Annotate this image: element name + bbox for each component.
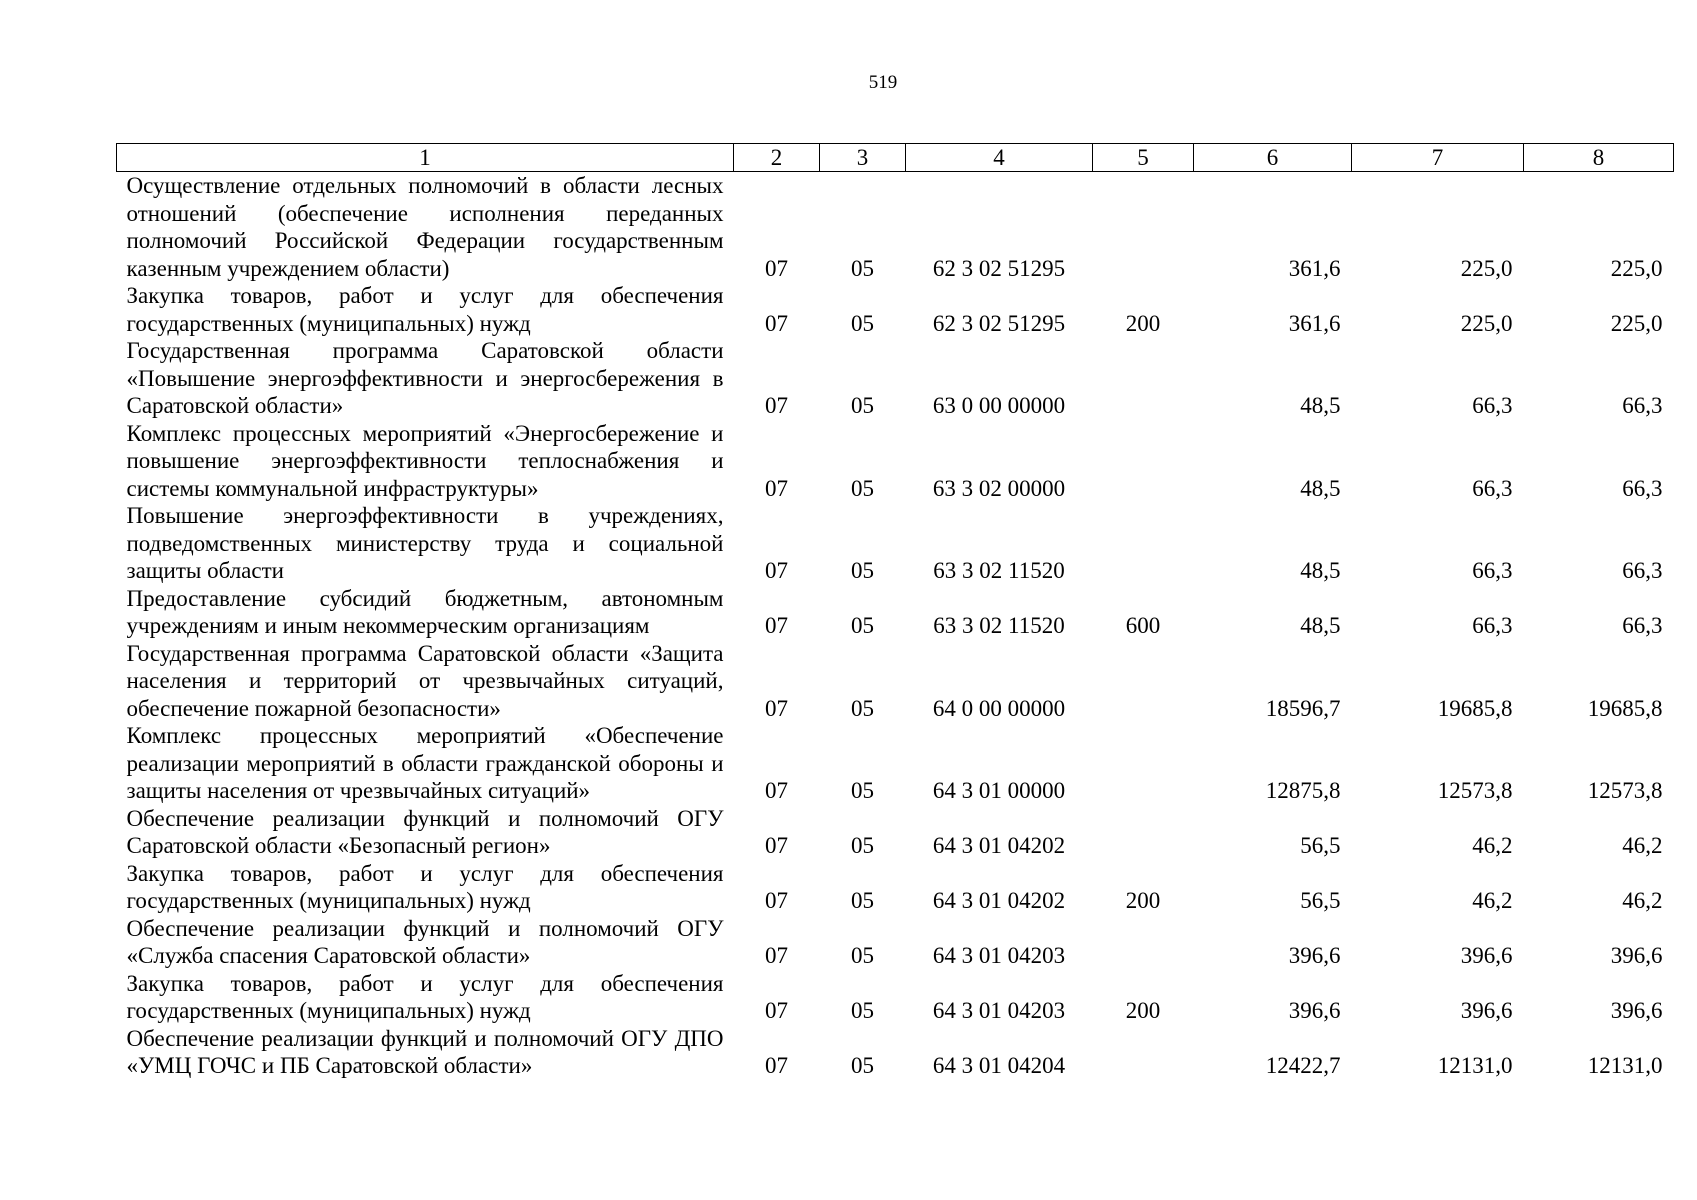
header-row: [117, 144, 1674, 172]
row-target-cell: 64 3 01 04202: [932, 888, 1066, 913]
table-row: [117, 915, 1674, 970]
row-subsection-cell: 05: [851, 393, 874, 418]
row-amount-2-cell: 46,2: [1472, 888, 1513, 913]
row-target-cell: 63 3 02 11520: [933, 558, 1065, 583]
row-section-cell: 07: [765, 1053, 788, 1078]
row-name-cell: Осуществление отдельных полномочий в области лесных отношений (обеспечение исполнения переданных полномочий Российской Федерации государственным казенным учреждением области): [126, 173, 724, 281]
row-target-cell: 64 0 00 00000: [932, 695, 1066, 721]
row-subsection-cell: 05: [851, 558, 874, 583]
row-amount-3-cell: 12573,8: [1587, 778, 1663, 803]
row-expense-type-cell: [1093, 502, 1194, 585]
row-expense-type-cell: 200: [1125, 310, 1161, 336]
table-row: [117, 282, 1674, 337]
row-target-cell: 64 3 01 00000: [932, 778, 1066, 803]
row-subsection-cell: 05: [851, 475, 874, 501]
table-row: [117, 337, 1674, 420]
row-section-cell: 07: [765, 255, 788, 281]
table-row: [117, 860, 1674, 915]
row-amount-3-cell: 225,0: [1610, 310, 1663, 336]
row-name-cell: Государственная программа Саратовской области «Повышение энергоэффективности и энергосбережения в Саратовской области»: [126, 338, 724, 418]
row-section-cell: 07: [765, 888, 788, 913]
row-expense-type-cell: 200: [1125, 888, 1161, 913]
row-section-cell: 07: [765, 833, 788, 858]
header-cell-7: 7: [1352, 144, 1524, 172]
header-cell-5: 5: [1093, 144, 1194, 172]
row-subsection-cell: 05: [851, 943, 874, 968]
row-name-cell: Предоставление субсидий бюджетным, автономным учреждениям и иным некоммерческим организациям: [126, 585, 724, 638]
row-subsection-cell: 05: [851, 998, 874, 1023]
row-amount-3-cell: 66,3: [1622, 475, 1663, 501]
row-name-cell: Закупка товаров, работ и услуг для обеспечения государственных (муниципальных) нужд: [126, 970, 724, 1023]
row-expense-type-cell: [1093, 640, 1194, 723]
row-target-cell: 64 3 01 04204: [932, 1053, 1066, 1078]
row-amount-2-cell: 46,2: [1472, 833, 1513, 858]
row-amount-3-cell: 225,0: [1610, 255, 1663, 281]
table-body: [117, 172, 1674, 1080]
row-expense-type-cell: [1093, 172, 1194, 283]
table-row: [117, 502, 1674, 585]
table-row: [117, 585, 1674, 640]
row-amount-1-cell: 12422,7: [1265, 1053, 1341, 1078]
row-amount-2-cell: 396,6: [1460, 998, 1513, 1023]
header-cell-8: 8: [1524, 144, 1674, 172]
row-amount-3-cell: 46,2: [1622, 833, 1663, 858]
row-expense-type-cell: [1093, 805, 1194, 860]
row-target-cell: 63 3 02 11520: [933, 613, 1065, 638]
row-subsection-cell: 05: [851, 613, 874, 638]
row-subsection-cell: 05: [851, 833, 874, 858]
row-section-cell: 07: [765, 998, 788, 1023]
row-expense-type-cell: [1093, 420, 1194, 503]
row-amount-1-cell: 12875,8: [1265, 778, 1341, 803]
row-amount-3-cell: 46,2: [1622, 888, 1663, 913]
row-expense-type-cell: [1093, 337, 1194, 420]
table-row: [117, 420, 1674, 503]
row-target-cell: 62 3 02 51295: [932, 310, 1066, 336]
row-amount-1-cell: 48,5: [1300, 475, 1341, 501]
row-amount-1-cell: 48,5: [1300, 558, 1341, 583]
row-subsection-cell: 05: [851, 255, 874, 281]
row-expense-type-cell: [1093, 722, 1194, 805]
row-expense-type-cell: 200: [1125, 998, 1161, 1023]
row-amount-3-cell: 12131,0: [1587, 1053, 1663, 1078]
table-row: [117, 1025, 1674, 1080]
header-cell-2: 2: [734, 144, 820, 172]
row-section-cell: 07: [765, 475, 788, 501]
row-subsection-cell: 05: [851, 310, 874, 336]
row-amount-2-cell: 19685,8: [1437, 695, 1513, 721]
budget-table: [116, 143, 1674, 1080]
header-cell-1: 1: [117, 144, 734, 172]
row-amount-2-cell: 225,0: [1460, 310, 1513, 336]
row-amount-1-cell: 18596,7: [1265, 695, 1341, 721]
row-subsection-cell: 05: [851, 888, 874, 913]
page-number: 519: [868, 72, 898, 93]
row-section-cell: 07: [765, 613, 788, 638]
row-expense-type-cell: [1093, 915, 1194, 970]
row-expense-type-cell: [1093, 1025, 1194, 1080]
row-name-cell: Обеспечение реализации функций и полномочий ОГУ Саратовской области «Безопасный регион»: [126, 805, 724, 858]
table-row: [117, 722, 1674, 805]
row-name-cell: Комплекс процессных мероприятий «Энергосбережение и повышение энергоэффективности теплоснабжения и системы коммунальной инфраструктуры»: [126, 420, 724, 501]
row-amount-2-cell: 225,0: [1460, 255, 1513, 281]
row-amount-2-cell: 66,3: [1472, 393, 1513, 418]
row-amount-2-cell: 66,3: [1472, 558, 1513, 583]
row-name-cell: Обеспечение реализации функций и полномочий ОГУ ДПО «УМЦ ГОЧС и ПБ Саратовской области»: [126, 1025, 724, 1078]
row-amount-1-cell: 361,6: [1288, 255, 1341, 281]
header-cell-6: 6: [1194, 144, 1352, 172]
row-target-cell: 63 3 02 00000: [932, 475, 1066, 501]
header-cell-3: 3: [820, 144, 906, 172]
row-section-cell: 07: [765, 310, 788, 336]
row-amount-3-cell: 66,3: [1622, 558, 1663, 583]
row-amount-1-cell: 48,5: [1300, 393, 1341, 418]
row-amount-2-cell: 66,3: [1472, 475, 1513, 501]
row-amount-2-cell: 66,3: [1472, 613, 1513, 638]
row-section-cell: 07: [765, 943, 788, 968]
table-row: [117, 970, 1674, 1025]
row-amount-1-cell: 48,5: [1300, 613, 1341, 638]
row-amount-3-cell: 396,6: [1610, 943, 1663, 968]
row-amount-1-cell: 56,5: [1300, 833, 1341, 858]
row-name-cell: Государственная программа Саратовской области «Защита населения и территорий от чрезвычайных ситуаций, обеспечение пожарной безопасности»: [126, 640, 724, 721]
row-target-cell: 62 3 02 51295: [932, 255, 1066, 281]
row-subsection-cell: 05: [851, 1053, 874, 1078]
header-cell-4: 4: [906, 144, 1093, 172]
table-header: [117, 144, 1674, 172]
table-row: [117, 172, 1674, 283]
row-amount-3-cell: 66,3: [1622, 393, 1663, 418]
row-name-cell: Закупка товаров, работ и услуг для обеспечения государственных (муниципальных) нужд: [126, 860, 724, 913]
table-row: [117, 805, 1674, 860]
row-amount-3-cell: 66,3: [1622, 613, 1663, 638]
row-name-cell: Обеспечение реализации функций и полномочий ОГУ «Служба спасения Саратовской области»: [126, 915, 724, 968]
row-name-cell: Повышение энергоэффективности в учреждениях, подведомственных министерству труда и социальной защиты области: [126, 503, 724, 583]
row-target-cell: 63 0 00 00000: [932, 393, 1066, 418]
row-section-cell: 07: [765, 393, 788, 418]
row-amount-3-cell: 396,6: [1610, 998, 1663, 1023]
row-section-cell: 07: [765, 778, 788, 803]
row-amount-1-cell: 361,6: [1288, 310, 1341, 336]
row-expense-type-cell: 600: [1125, 613, 1161, 638]
table-row: [117, 640, 1674, 723]
row-subsection-cell: 05: [851, 778, 874, 803]
row-section-cell: 07: [765, 558, 788, 583]
row-amount-1-cell: 396,6: [1288, 998, 1341, 1023]
row-amount-2-cell: 12573,8: [1437, 778, 1513, 803]
row-target-cell: 64 3 01 04202: [932, 833, 1066, 858]
row-amount-1-cell: 56,5: [1300, 888, 1341, 913]
row-amount-3-cell: 19685,8: [1587, 695, 1663, 721]
row-target-cell: 64 3 01 04203: [932, 943, 1066, 968]
row-name-cell: Комплекс процессных мероприятий «Обеспечение реализации мероприятий в области гражданской обороны и защиты населения от чрезвычайных ситуаций»: [126, 723, 724, 803]
row-name-cell: Закупка товаров, работ и услуг для обеспечения государственных (муниципальных) нужд: [126, 283, 724, 336]
row-amount-2-cell: 396,6: [1460, 943, 1513, 968]
row-section-cell: 07: [765, 695, 788, 721]
row-amount-1-cell: 396,6: [1288, 943, 1341, 968]
row-target-cell: 64 3 01 04203: [932, 998, 1066, 1023]
row-amount-2-cell: 12131,0: [1437, 1053, 1513, 1078]
row-subsection-cell: 05: [851, 695, 874, 721]
